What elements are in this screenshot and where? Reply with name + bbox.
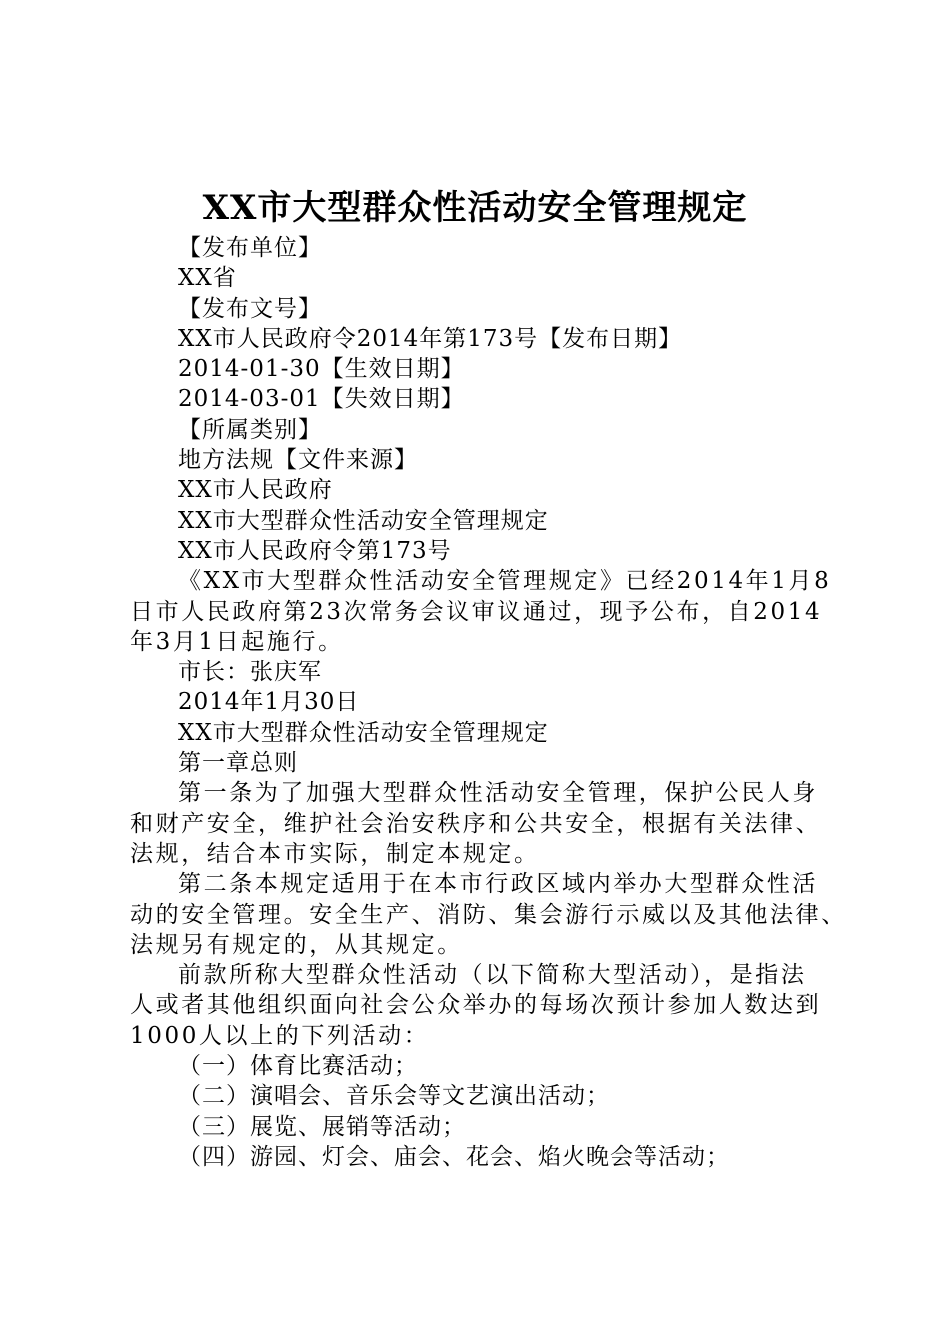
effective-date-value: 2014-03-01【失效日期】 — [178, 386, 465, 413]
signature-date: 2014年1月30日 — [178, 689, 360, 716]
publisher-value: XX省 — [178, 265, 237, 292]
article-line: 法规另有规定的，从其规定。 — [130, 931, 463, 958]
doc-no-value: XX市人民政府令2014年第173号【发布日期】 — [178, 325, 683, 352]
category-label: 【所属类别】 — [178, 416, 322, 443]
publish-date-value: 2014-01-30【生效日期】 — [178, 356, 465, 383]
document-title: XX市大型群众性活动安全管理规定 — [202, 188, 748, 228]
list-item: （二）演唱会、音乐会等文艺演出活动； — [178, 1083, 610, 1110]
header-line: XX市大型群众性活动安全管理规定 — [178, 507, 549, 534]
regulation-title: XX市大型群众性活动安全管理规定 — [178, 719, 549, 746]
list-item: （三）展览、展销等活动； — [178, 1113, 466, 1140]
mayor-signature: 市长：张庆军 — [178, 659, 322, 686]
source-value: XX市人民政府 — [178, 477, 333, 504]
article-line: 动的安全管理。安全生产、消防、集会游行示威以及其他法律、 — [130, 901, 847, 928]
doc-no-label: 【发布文号】 — [178, 295, 322, 322]
chapter-heading: 第一章总则 — [178, 750, 298, 777]
article-line: 1000人以上的下列活动： — [130, 1022, 430, 1049]
publisher-label: 【发布单位】 — [178, 235, 322, 261]
list-item: （四）游园、灯会、庙会、花会、焰火晚会等活动； — [178, 1143, 730, 1170]
article-line: 人或者其他组织面向社会公众举办的每场次预计参加人数达到 — [130, 992, 822, 1019]
promulgation-line: 《XX市大型群众性活动安全管理规定》已经2014年1月8 — [178, 568, 832, 595]
promulgation-line: 年3月1日起施行。 — [130, 628, 344, 655]
article-line: 和财产安全，维护社会治安秩序和公共安全，根据有关法律、 — [130, 810, 822, 837]
promulgation-line: 日市人民政府第23次常务会议审议通过，现予公布，自2014 — [130, 598, 823, 625]
document-body — [130, 233, 847, 1172]
article-line: 前款所称大型群众性活动（以下简称大型活动），是指法 — [178, 962, 807, 989]
article-line: 第二条本规定适用于在本市行政区域内举办大型群众性活 — [178, 871, 818, 898]
article-line: 法规，结合本市实际，制定本规定。 — [130, 840, 540, 867]
header-line: XX市人民政府令第173号 — [178, 537, 452, 564]
category-value: 地方法规【文件来源】 — [178, 447, 418, 474]
article-line: 第一条为了加强大型群众性活动安全管理，保护公民人身 — [178, 780, 818, 807]
list-item: （一）体育比赛活动； — [178, 1053, 418, 1080]
